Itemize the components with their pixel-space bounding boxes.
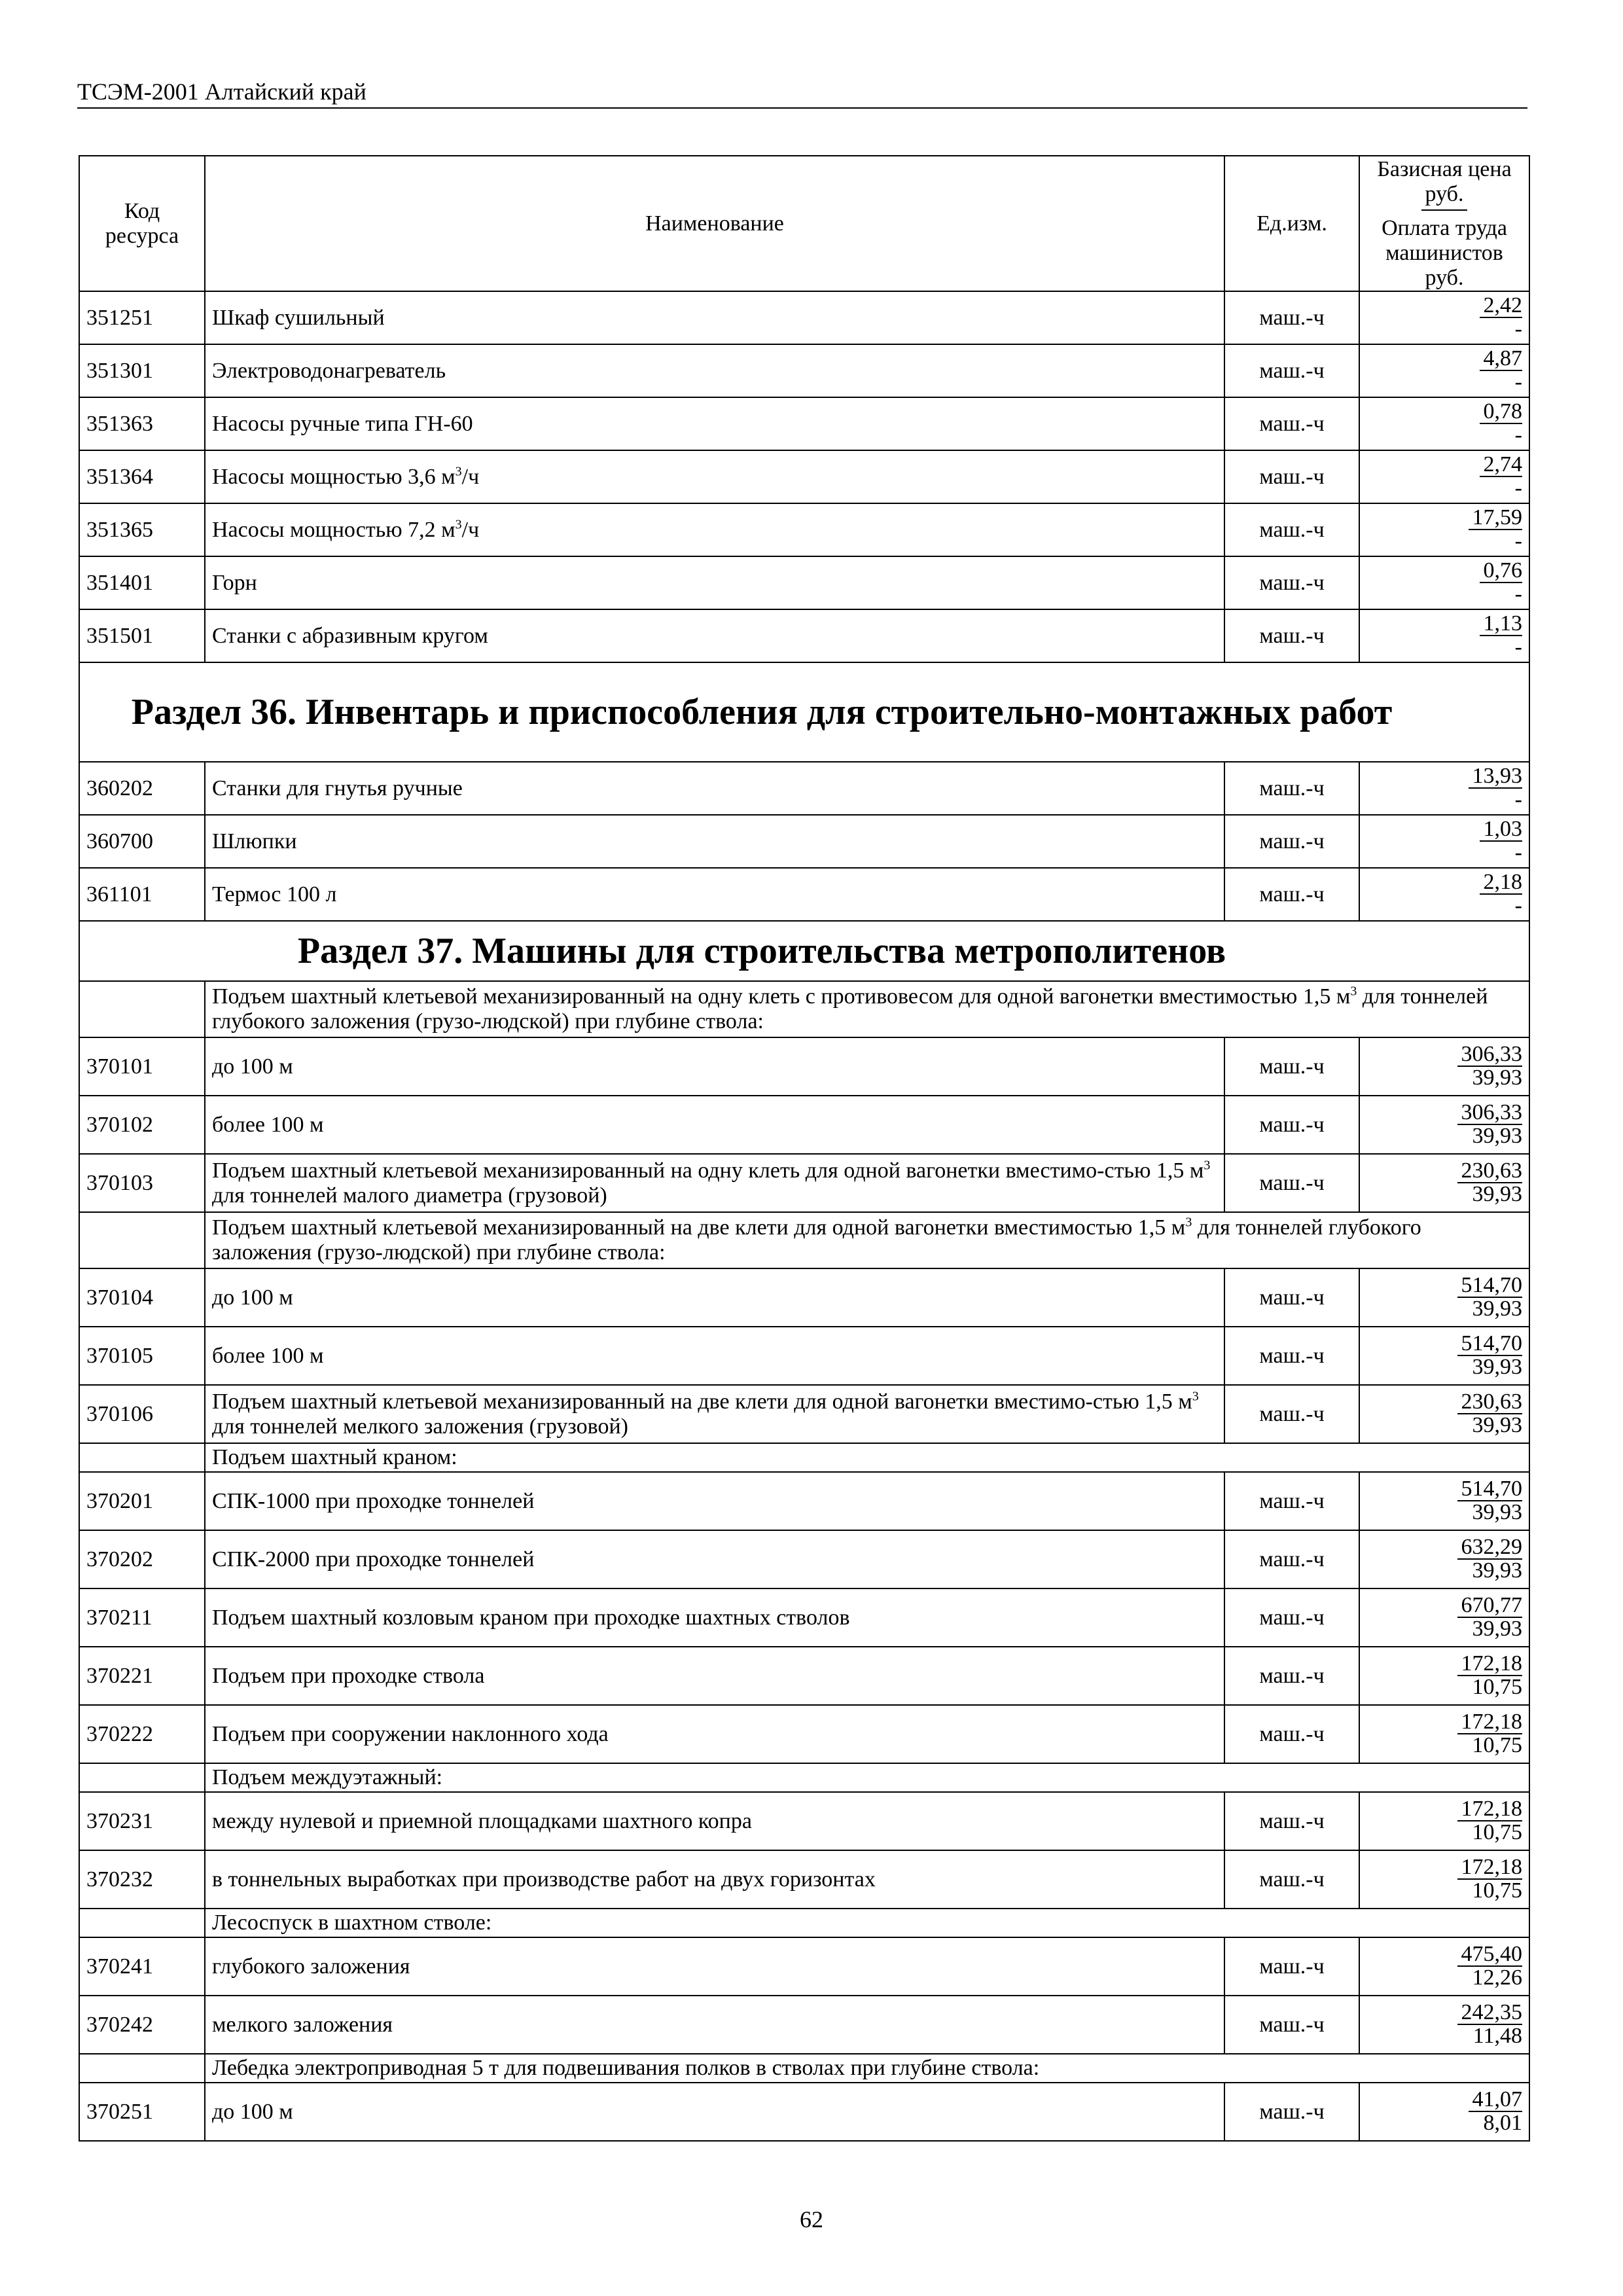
resource-name: Подъем при сооружении наклонного хода bbox=[205, 1705, 1224, 1763]
table-row bbox=[79, 1996, 1529, 2054]
resource-price bbox=[1359, 344, 1529, 397]
resource-code: 351365 bbox=[79, 503, 205, 556]
resource-price bbox=[1359, 450, 1529, 503]
header-divider bbox=[1421, 209, 1467, 211]
group-title bbox=[205, 981, 1529, 1037]
resource-code: 370221 bbox=[79, 1647, 205, 1705]
resource-unit: маш.-ч bbox=[1224, 1037, 1359, 1096]
resource-name: Шлюпки bbox=[205, 815, 1224, 868]
resource-price bbox=[1359, 1530, 1529, 1588]
table-row bbox=[79, 397, 1529, 450]
resource-unit: маш.-ч bbox=[1224, 1996, 1359, 2054]
labor-price: - bbox=[1514, 316, 1522, 341]
resource-unit: маш.-ч bbox=[1224, 556, 1359, 609]
table-row bbox=[79, 1096, 1529, 1154]
resource-code: 370201 bbox=[79, 1472, 205, 1530]
labor-price: 10,75 bbox=[1472, 1732, 1522, 1757]
table-row bbox=[79, 1647, 1529, 1705]
resource-name: до 100 м bbox=[205, 1037, 1224, 1096]
resource-name: Подъем при проходке ствола bbox=[205, 1647, 1224, 1705]
base-price: 230,63 bbox=[1457, 1391, 1523, 1414]
table-row bbox=[79, 1588, 1529, 1647]
base-price: 2,18 bbox=[1480, 871, 1523, 895]
labor-price: - bbox=[1514, 581, 1522, 606]
group-text: Подъем шахтный клетьевой механизированный на одну клеть с противовесом для одной вагонетки вместимостью 1,5 м bbox=[212, 984, 1351, 1009]
resource-price bbox=[1359, 1096, 1529, 1154]
labor-price: 39,93 bbox=[1472, 1354, 1522, 1379]
section-36-title: Раздел 36. Инвентарь и приспособления для строительно-монтажных работ bbox=[79, 662, 1529, 762]
labor-price: 12,26 bbox=[1472, 1965, 1522, 1990]
resource-code: 370222 bbox=[79, 1705, 205, 1763]
resource-name: более 100 м bbox=[205, 1096, 1224, 1154]
table-row bbox=[79, 2083, 1529, 2141]
resource-code: 370231 bbox=[79, 1792, 205, 1850]
resource-unit: маш.-ч bbox=[1224, 397, 1359, 450]
resource-price bbox=[1359, 762, 1529, 815]
group-code-empty bbox=[79, 1909, 205, 1937]
resource-price bbox=[1359, 556, 1529, 609]
labor-price: 39,93 bbox=[1472, 1296, 1522, 1321]
resource-name: Электроводонагреватель bbox=[205, 344, 1224, 397]
resource-price bbox=[1359, 815, 1529, 868]
resource-price bbox=[1359, 1472, 1529, 1530]
group-text: Подъем шахтный клетьевой механизированный на две клети для одной вагонетки вместимостью 1,5 м bbox=[212, 1215, 1186, 1240]
table-row bbox=[79, 1268, 1529, 1327]
group-code-empty bbox=[79, 2054, 205, 2083]
resource-code: 351301 bbox=[79, 344, 205, 397]
base-price: 514,70 bbox=[1457, 1333, 1523, 1356]
header-price-labor: Оплата труда машинистов руб. bbox=[1382, 215, 1507, 290]
group-row bbox=[79, 981, 1529, 1037]
resource-name bbox=[205, 1385, 1224, 1443]
base-price: 172,18 bbox=[1457, 1653, 1523, 1676]
labor-price: - bbox=[1514, 528, 1522, 553]
resource-code: 351401 bbox=[79, 556, 205, 609]
name-text-end: /ч bbox=[461, 517, 480, 542]
labor-price: 10,75 bbox=[1472, 1878, 1522, 1903]
resource-name: Термос 100 л bbox=[205, 868, 1224, 921]
group-row bbox=[79, 1212, 1529, 1268]
base-price: 306,33 bbox=[1457, 1043, 1523, 1067]
group-row bbox=[79, 1443, 1529, 1472]
labor-price: - bbox=[1514, 369, 1522, 394]
resource-price bbox=[1359, 291, 1529, 344]
resource-unit: маш.-ч bbox=[1224, 1154, 1359, 1212]
labor-price: 39,93 bbox=[1472, 1499, 1522, 1524]
base-price: 306,33 bbox=[1457, 1102, 1523, 1125]
labor-price: 8,01 bbox=[1483, 2110, 1522, 2135]
resource-name: мелкого заложения bbox=[205, 1996, 1224, 2054]
resource-price bbox=[1359, 1268, 1529, 1327]
page-number: 62 bbox=[800, 2206, 823, 2233]
group-code-empty bbox=[79, 1443, 205, 1472]
resource-name bbox=[205, 1154, 1224, 1212]
base-price: 514,70 bbox=[1457, 1478, 1523, 1501]
resource-price bbox=[1359, 1154, 1529, 1212]
resource-price bbox=[1359, 609, 1529, 662]
resource-price bbox=[1359, 2083, 1529, 2141]
base-price: 41,07 bbox=[1469, 2089, 1523, 2112]
group-text-end: для тоннелей глубокого заложения (грузо-людской) при глубине ствола: bbox=[212, 984, 1488, 1033]
resource-unit: маш.-ч bbox=[1224, 815, 1359, 868]
group-title: Лебедка электроприводная 5 т для подвешивания полков в стволах при глубине ствола: bbox=[205, 2054, 1529, 2083]
base-price: 230,63 bbox=[1457, 1160, 1523, 1183]
name-text: Насосы мощностью 7,2 м bbox=[212, 517, 455, 542]
labor-price: 39,93 bbox=[1472, 1123, 1522, 1148]
base-price: 0,76 bbox=[1480, 560, 1523, 583]
resource-unit: маш.-ч bbox=[1224, 1792, 1359, 1850]
name-text-end: для тоннелей малого диаметра (грузовой) bbox=[212, 1183, 607, 1208]
table-row bbox=[79, 1530, 1529, 1588]
table-row bbox=[79, 556, 1529, 609]
resource-code: 361101 bbox=[79, 868, 205, 921]
table-row bbox=[79, 609, 1529, 662]
name-text: Подъем шахтный клетьевой механизированный на одну клеть для одной вагонетки вместимо-стью 1,5 м bbox=[212, 1158, 1204, 1183]
resource-unit: маш.-ч bbox=[1224, 762, 1359, 815]
name-superscript: 3 bbox=[455, 517, 462, 532]
resource-name: глубокого заложения bbox=[205, 1937, 1224, 1996]
resource-unit: маш.-ч bbox=[1224, 609, 1359, 662]
base-price: 17,59 bbox=[1469, 507, 1523, 530]
resource-name: Шкаф сушильный bbox=[205, 291, 1224, 344]
resource-price bbox=[1359, 1996, 1529, 2054]
base-price: 13,93 bbox=[1469, 765, 1523, 789]
labor-price: 39,93 bbox=[1472, 1181, 1522, 1206]
resource-unit: маш.-ч bbox=[1224, 1268, 1359, 1327]
resource-code: 351251 bbox=[79, 291, 205, 344]
base-price: 514,70 bbox=[1457, 1274, 1523, 1298]
name-text-end: /ч bbox=[461, 464, 480, 489]
name-text: Насосы мощностью 3,6 м bbox=[212, 464, 455, 489]
resource-unit: маш.-ч bbox=[1224, 1472, 1359, 1530]
resource-code: 370102 bbox=[79, 1096, 205, 1154]
resource-name: до 100 м bbox=[205, 1268, 1224, 1327]
resource-name: более 100 м bbox=[205, 1327, 1224, 1385]
resource-name: Горн bbox=[205, 556, 1224, 609]
labor-price: - bbox=[1514, 893, 1522, 918]
resource-name: в тоннельных выработках при производстве работ на двух горизонтах bbox=[205, 1850, 1224, 1909]
resource-code: 370251 bbox=[79, 2083, 205, 2141]
base-price: 1,13 bbox=[1480, 613, 1523, 636]
table-row bbox=[79, 450, 1529, 503]
resource-name: Станки с абразивным кругом bbox=[205, 609, 1224, 662]
labor-price: 39,93 bbox=[1472, 1412, 1522, 1437]
resource-code: 370202 bbox=[79, 1530, 205, 1588]
base-price: 475,40 bbox=[1457, 1943, 1523, 1967]
base-price: 242,35 bbox=[1457, 2001, 1523, 2025]
resource-code: 370101 bbox=[79, 1037, 205, 1096]
table-header-row bbox=[79, 156, 1529, 291]
resource-unit: маш.-ч bbox=[1224, 1647, 1359, 1705]
resource-unit: маш.-ч bbox=[1224, 1530, 1359, 1588]
resource-unit: маш.-ч bbox=[1224, 868, 1359, 921]
name-superscript: 3 bbox=[1204, 1158, 1211, 1173]
resource-unit: маш.-ч bbox=[1224, 1096, 1359, 1154]
resource-code: 370104 bbox=[79, 1268, 205, 1327]
header-name: Наименование bbox=[205, 156, 1224, 291]
group-row bbox=[79, 1763, 1529, 1792]
resource-code: 351364 bbox=[79, 450, 205, 503]
section-37-title: Раздел 37. Машины для строительства метрополитенов bbox=[79, 921, 1529, 981]
table-row bbox=[79, 815, 1529, 868]
table-row bbox=[79, 762, 1529, 815]
resource-code: 370106 bbox=[79, 1385, 205, 1443]
table-row bbox=[79, 1705, 1529, 1763]
table-row bbox=[79, 1037, 1529, 1096]
resource-price bbox=[1359, 1792, 1529, 1850]
group-title bbox=[205, 1212, 1529, 1268]
header-code: Код ресурса bbox=[79, 156, 205, 291]
resource-price bbox=[1359, 1850, 1529, 1909]
labor-price: 10,75 bbox=[1472, 1674, 1522, 1699]
resource-code: 370232 bbox=[79, 1850, 205, 1909]
running-header: ТСЭМ-2001 Алтайский край bbox=[77, 77, 1527, 109]
resource-unit: маш.-ч bbox=[1224, 450, 1359, 503]
resource-unit: маш.-ч bbox=[1224, 1588, 1359, 1647]
resource-name: Насосы ручные типа ГН-60 bbox=[205, 397, 1224, 450]
labor-price: 39,93 bbox=[1472, 1616, 1522, 1641]
table-row bbox=[79, 1937, 1529, 1996]
resource-name: Подъем шахтный козловым краном при проходке шахтных стволов bbox=[205, 1588, 1224, 1647]
table-row bbox=[79, 291, 1529, 344]
base-price: 670,77 bbox=[1457, 1594, 1523, 1618]
group-row bbox=[79, 2054, 1529, 2083]
resource-price bbox=[1359, 1937, 1529, 1996]
resource-unit: маш.-ч bbox=[1224, 1327, 1359, 1385]
resource-price bbox=[1359, 868, 1529, 921]
resource-name: между нулевой и приемной площадками шахтного копра bbox=[205, 1792, 1224, 1850]
group-code-empty bbox=[79, 1763, 205, 1792]
group-code-empty bbox=[79, 1212, 205, 1268]
labor-price: - bbox=[1514, 840, 1522, 865]
group-title: Подъем шахтный краном: bbox=[205, 1443, 1529, 1472]
resource-name: Станки для гнутья ручные bbox=[205, 762, 1224, 815]
resource-name: СПК-1000 при проходке тоннелей bbox=[205, 1472, 1224, 1530]
base-price: 1,03 bbox=[1480, 818, 1523, 842]
labor-price: - bbox=[1514, 787, 1522, 812]
table-row bbox=[79, 1472, 1529, 1530]
resource-name: до 100 м bbox=[205, 2083, 1224, 2141]
resource-name: СПК-2000 при проходке тоннелей bbox=[205, 1530, 1224, 1588]
resource-price bbox=[1359, 1705, 1529, 1763]
resource-unit: маш.-ч bbox=[1224, 1705, 1359, 1763]
header-price-base: Базисная цена руб. bbox=[1377, 156, 1512, 206]
base-price: 172,18 bbox=[1457, 1711, 1523, 1734]
header-unit: Ед.изм. bbox=[1224, 156, 1359, 291]
labor-price: - bbox=[1514, 634, 1522, 659]
resource-code: 370241 bbox=[79, 1937, 205, 1996]
table-row bbox=[79, 1792, 1529, 1850]
labor-price: 39,93 bbox=[1472, 1558, 1522, 1583]
resource-price bbox=[1359, 1037, 1529, 1096]
resource-price bbox=[1359, 1327, 1529, 1385]
table-row bbox=[79, 1850, 1529, 1909]
header-price bbox=[1359, 156, 1529, 291]
labor-price: - bbox=[1514, 475, 1522, 500]
base-price: 2,74 bbox=[1480, 454, 1523, 477]
table-row bbox=[79, 344, 1529, 397]
resource-code: 370211 bbox=[79, 1588, 205, 1647]
labor-price: - bbox=[1514, 422, 1522, 447]
name-superscript: 3 bbox=[455, 464, 462, 479]
resource-code: 370242 bbox=[79, 1996, 205, 2054]
resource-code: 370103 bbox=[79, 1154, 205, 1212]
resource-price bbox=[1359, 1385, 1529, 1443]
resource-price bbox=[1359, 503, 1529, 556]
name-superscript: 3 bbox=[1192, 1389, 1199, 1404]
resource-price bbox=[1359, 1588, 1529, 1647]
resource-unit: маш.-ч bbox=[1224, 1850, 1359, 1909]
base-price: 4,87 bbox=[1480, 348, 1523, 371]
labor-price: 10,75 bbox=[1472, 1820, 1522, 1844]
base-price: 632,29 bbox=[1457, 1536, 1523, 1560]
table-row bbox=[79, 1327, 1529, 1385]
table-row bbox=[79, 1154, 1529, 1212]
base-price: 172,18 bbox=[1457, 1798, 1523, 1821]
group-code-empty bbox=[79, 981, 205, 1037]
resource-unit: маш.-ч bbox=[1224, 344, 1359, 397]
group-title: Подъем междуэтажный: bbox=[205, 1763, 1529, 1792]
resource-unit: маш.-ч bbox=[1224, 503, 1359, 556]
resource-price bbox=[1359, 1647, 1529, 1705]
resource-code: 351501 bbox=[79, 609, 205, 662]
base-price: 172,18 bbox=[1457, 1856, 1523, 1880]
resource-name bbox=[205, 450, 1224, 503]
base-price: 0,78 bbox=[1480, 401, 1523, 424]
resource-unit: маш.-ч bbox=[1224, 1385, 1359, 1443]
table-row bbox=[79, 503, 1529, 556]
resource-unit: маш.-ч bbox=[1224, 2083, 1359, 2141]
group-text-end: для тоннелей глубокого заложения (грузо-людской) при глубине ствола: bbox=[212, 1215, 1421, 1265]
group-superscript: 3 bbox=[1185, 1215, 1192, 1230]
name-text: Подъем шахтный клетьевой механизированный на две клети для одной вагонетки вместимо-стью 1,5 м bbox=[212, 1389, 1192, 1414]
resource-code: 360700 bbox=[79, 815, 205, 868]
base-price: 2,42 bbox=[1480, 295, 1523, 318]
resource-name bbox=[205, 503, 1224, 556]
labor-price: 11,48 bbox=[1472, 2023, 1522, 2048]
group-row bbox=[79, 1909, 1529, 1937]
group-title: Лесоспуск в шахтном стволе: bbox=[205, 1909, 1529, 1937]
section-heading-row bbox=[79, 662, 1529, 762]
table-row bbox=[79, 868, 1529, 921]
section-heading-row bbox=[79, 921, 1529, 981]
resource-code: 351363 bbox=[79, 397, 205, 450]
resource-unit: маш.-ч bbox=[1224, 1937, 1359, 1996]
resource-unit: маш.-ч bbox=[1224, 291, 1359, 344]
group-superscript: 3 bbox=[1350, 984, 1357, 999]
resource-price bbox=[1359, 397, 1529, 450]
resource-code: 360202 bbox=[79, 762, 205, 815]
resource-price-table bbox=[79, 155, 1530, 2142]
name-text-end: для тоннелей мелкого заложения (грузовой) bbox=[212, 1414, 629, 1439]
table-row bbox=[79, 1385, 1529, 1443]
resource-code: 370105 bbox=[79, 1327, 205, 1385]
labor-price: 39,93 bbox=[1472, 1065, 1522, 1090]
